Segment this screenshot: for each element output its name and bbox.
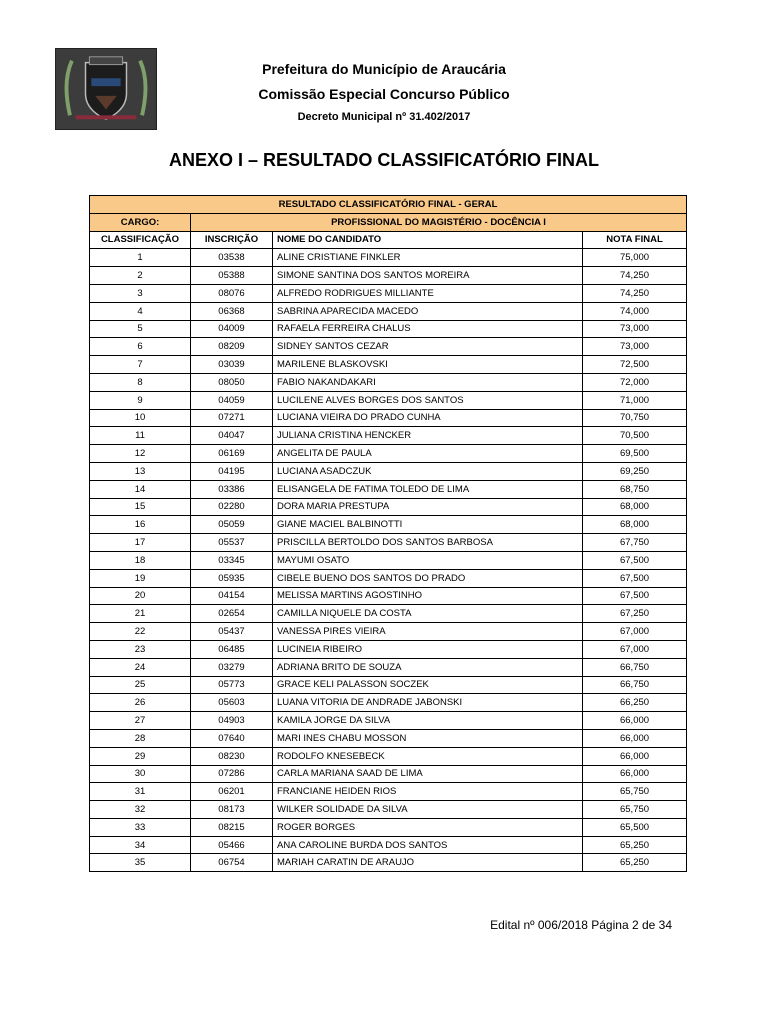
cell-classificacao: 13 xyxy=(90,462,191,480)
cell-nome: ALINE CRISTIANE FINKLER xyxy=(273,249,583,267)
table-row xyxy=(90,284,687,302)
cell-nota: 69,250 xyxy=(583,462,687,480)
cell-nota: 71,000 xyxy=(583,391,687,409)
table-banner-row xyxy=(90,196,687,214)
table-row xyxy=(90,747,687,765)
cell-classificacao: 18 xyxy=(90,551,191,569)
table-row xyxy=(90,445,687,463)
table-row xyxy=(90,534,687,552)
table-row xyxy=(90,356,687,374)
col-header-nome: NOME DO CANDIDATO xyxy=(273,231,583,249)
cell-inscricao: 06169 xyxy=(191,445,273,463)
cell-nome: GRACE KELI PALASSON SOCZEK xyxy=(273,676,583,694)
cell-nota: 73,000 xyxy=(583,320,687,338)
cell-nota: 65,250 xyxy=(583,836,687,854)
cell-inscricao: 05059 xyxy=(191,516,273,534)
cell-nota: 66,000 xyxy=(583,765,687,783)
cell-nota: 66,250 xyxy=(583,694,687,712)
table-row xyxy=(90,480,687,498)
cell-classificacao: 17 xyxy=(90,534,191,552)
cell-nota: 66,750 xyxy=(583,658,687,676)
cell-classificacao: 24 xyxy=(90,658,191,676)
column-header-row xyxy=(90,231,687,249)
cell-nome: LUCILENE ALVES BORGES DOS SANTOS xyxy=(273,391,583,409)
table-row xyxy=(90,320,687,338)
table-row xyxy=(90,694,687,712)
cell-inscricao: 05437 xyxy=(191,623,273,641)
cell-classificacao: 32 xyxy=(90,801,191,819)
cell-nota: 70,500 xyxy=(583,427,687,445)
header-line-2: Comissão Especial Concurso Público xyxy=(258,86,510,102)
cell-nome: RODOLFO KNESEBECK xyxy=(273,747,583,765)
cell-nome: LUCIANA VIEIRA DO PRADO CUNHA xyxy=(273,409,583,427)
cell-classificacao: 2 xyxy=(90,267,191,285)
cell-inscricao: 02654 xyxy=(191,605,273,623)
cell-nota: 72,000 xyxy=(583,373,687,391)
col-header-nota: NOTA FINAL xyxy=(583,231,687,249)
cell-classificacao: 11 xyxy=(90,427,191,445)
cell-classificacao: 29 xyxy=(90,747,191,765)
col-header-classificacao: CLASSIFICAÇÃO xyxy=(90,231,191,249)
cell-nome: WILKER SOLIDADE DA SILVA xyxy=(273,801,583,819)
cell-inscricao: 05935 xyxy=(191,569,273,587)
table-row xyxy=(90,551,687,569)
cell-nota: 66,000 xyxy=(583,729,687,747)
cell-nome: GIANE MACIEL BALBINOTTI xyxy=(273,516,583,534)
cell-classificacao: 10 xyxy=(90,409,191,427)
header-line-1: Prefeitura do Município de Araucária xyxy=(262,61,506,77)
cell-classificacao: 23 xyxy=(90,640,191,658)
cell-classificacao: 35 xyxy=(90,854,191,872)
table-row xyxy=(90,676,687,694)
cell-nome: MAYUMI OSATO xyxy=(273,551,583,569)
cell-inscricao: 06201 xyxy=(191,783,273,801)
cell-nota: 74,250 xyxy=(583,267,687,285)
cell-inscricao: 02280 xyxy=(191,498,273,516)
cell-inscricao: 03538 xyxy=(191,249,273,267)
cell-nota: 67,500 xyxy=(583,551,687,569)
cell-classificacao: 15 xyxy=(90,498,191,516)
cell-nome: LUCINEIA RIBEIRO xyxy=(273,640,583,658)
cell-inscricao: 06754 xyxy=(191,854,273,872)
cell-inscricao: 04009 xyxy=(191,320,273,338)
cell-nome: DORA MARIA PRESTUPA xyxy=(273,498,583,516)
cell-nome: SABRINA APARECIDA MACEDO xyxy=(273,302,583,320)
cell-inscricao: 05388 xyxy=(191,267,273,285)
cell-nome: RAFAELA FERREIRA CHALUS xyxy=(273,320,583,338)
table-row xyxy=(90,249,687,267)
cell-classificacao: 31 xyxy=(90,783,191,801)
table-row xyxy=(90,818,687,836)
cell-nome: JULIANA CRISTINA HENCKER xyxy=(273,427,583,445)
cell-nota: 69,500 xyxy=(583,445,687,463)
table-row xyxy=(90,854,687,872)
cell-nota: 67,500 xyxy=(583,569,687,587)
cell-classificacao: 19 xyxy=(90,569,191,587)
cell-inscricao: 03279 xyxy=(191,658,273,676)
table-row xyxy=(90,267,687,285)
table-row xyxy=(90,765,687,783)
cell-classificacao: 1 xyxy=(90,249,191,267)
cell-nota: 67,500 xyxy=(583,587,687,605)
cell-nome: LUANA VITORIA DE ANDRADE JABONSKI xyxy=(273,694,583,712)
table-row xyxy=(90,587,687,605)
results-table xyxy=(89,195,687,872)
cell-classificacao: 5 xyxy=(90,320,191,338)
cell-nota: 65,250 xyxy=(583,854,687,872)
cell-inscricao: 03345 xyxy=(191,551,273,569)
cell-classificacao: 9 xyxy=(90,391,191,409)
cell-nota: 65,750 xyxy=(583,801,687,819)
cell-inscricao: 08076 xyxy=(191,284,273,302)
cell-nome: LUCIANA ASADCZUK xyxy=(273,462,583,480)
cell-inscricao: 07286 xyxy=(191,765,273,783)
table-row xyxy=(90,409,687,427)
cell-inscricao: 08173 xyxy=(191,801,273,819)
table-row xyxy=(90,427,687,445)
cell-nome: ANA CAROLINE BURDA DOS SANTOS xyxy=(273,836,583,854)
cell-inscricao: 08209 xyxy=(191,338,273,356)
cell-nome: ADRIANA BRITO DE SOUZA xyxy=(273,658,583,676)
cell-inscricao: 06368 xyxy=(191,302,273,320)
table-banner: RESULTADO CLASSIFICATÓRIO FINAL - GERAL xyxy=(90,196,687,214)
cell-inscricao: 07271 xyxy=(191,409,273,427)
cell-classificacao: 20 xyxy=(90,587,191,605)
cell-nota: 66,000 xyxy=(583,712,687,730)
cell-nota: 67,750 xyxy=(583,534,687,552)
table-row xyxy=(90,605,687,623)
cell-nome: KAMILA JORGE DA SILVA xyxy=(273,712,583,730)
table-row xyxy=(90,338,687,356)
cell-classificacao: 22 xyxy=(90,623,191,641)
cell-nota: 68,750 xyxy=(583,480,687,498)
cell-inscricao: 05603 xyxy=(191,694,273,712)
cell-inscricao: 04154 xyxy=(191,587,273,605)
cell-nome: SIDNEY SANTOS CEZAR xyxy=(273,338,583,356)
cell-nome: ROGER BORGES xyxy=(273,818,583,836)
cell-nome: FRANCIANE HEIDEN RIOS xyxy=(273,783,583,801)
table-row xyxy=(90,373,687,391)
table-row xyxy=(90,658,687,676)
cell-nome: SIMONE SANTINA DOS SANTOS MOREIRA xyxy=(273,267,583,285)
cell-nome: MELISSA MARTINS AGOSTINHO xyxy=(273,587,583,605)
cell-nota: 67,250 xyxy=(583,605,687,623)
cell-classificacao: 12 xyxy=(90,445,191,463)
cell-nota: 68,000 xyxy=(583,498,687,516)
cell-nome: CARLA MARIANA SAAD DE LIMA xyxy=(273,765,583,783)
cell-inscricao: 08230 xyxy=(191,747,273,765)
cargo-row xyxy=(90,213,687,231)
cell-nota: 65,750 xyxy=(583,783,687,801)
table-row xyxy=(90,498,687,516)
table-row xyxy=(90,801,687,819)
cell-classificacao: 7 xyxy=(90,356,191,374)
cell-inscricao: 04059 xyxy=(191,391,273,409)
cell-nome: ANGELITA DE PAULA xyxy=(273,445,583,463)
cell-inscricao: 05466 xyxy=(191,836,273,854)
table-row xyxy=(90,729,687,747)
cargo-value: PROFISSIONAL DO MAGISTÉRIO - DOCÊNCIA I xyxy=(191,213,687,231)
cell-nota: 66,000 xyxy=(583,747,687,765)
cell-nome: MARI INES CHABU MOSSON xyxy=(273,729,583,747)
cell-nome: FABIO NAKANDAKARI xyxy=(273,373,583,391)
table-row xyxy=(90,623,687,641)
cell-classificacao: 3 xyxy=(90,284,191,302)
cell-nota: 67,000 xyxy=(583,640,687,658)
cell-inscricao: 08215 xyxy=(191,818,273,836)
table-row xyxy=(90,302,687,320)
cell-inscricao: 06485 xyxy=(191,640,273,658)
cell-nota: 65,500 xyxy=(583,818,687,836)
cell-classificacao: 14 xyxy=(90,480,191,498)
cell-inscricao: 08050 xyxy=(191,373,273,391)
cell-classificacao: 26 xyxy=(90,694,191,712)
cell-nota: 75,000 xyxy=(583,249,687,267)
page-footer: Edital nº 006/2018 Página 2 de 34 xyxy=(490,918,672,932)
cell-nota: 67,000 xyxy=(583,623,687,641)
table-row xyxy=(90,783,687,801)
cell-nota: 74,000 xyxy=(583,302,687,320)
page-title: ANEXO I – RESULTADO CLASSIFICATÓRIO FINAL xyxy=(168,150,599,170)
cell-classificacao: 4 xyxy=(90,302,191,320)
cell-inscricao: 04195 xyxy=(191,462,273,480)
table-row xyxy=(90,516,687,534)
cell-nome: CAMILLA NIQUELE DA COSTA xyxy=(273,605,583,623)
cell-nota: 66,750 xyxy=(583,676,687,694)
cell-nome: MARILENE BLASKOVSKI xyxy=(273,356,583,374)
cell-inscricao: 03039 xyxy=(191,356,273,374)
cell-inscricao: 03386 xyxy=(191,480,273,498)
cell-nota: 73,000 xyxy=(583,338,687,356)
cell-classificacao: 33 xyxy=(90,818,191,836)
cell-classificacao: 28 xyxy=(90,729,191,747)
table-row xyxy=(90,569,687,587)
cell-inscricao: 04903 xyxy=(191,712,273,730)
header-line-3: Decreto Municipal nº 31.402/2017 xyxy=(297,111,471,123)
table-row xyxy=(90,391,687,409)
cell-classificacao: 34 xyxy=(90,836,191,854)
cell-nome: PRISCILLA BERTOLDO DOS SANTOS BARBOSA xyxy=(273,534,583,552)
cell-classificacao: 27 xyxy=(90,712,191,730)
cell-nome: MARIAH CARATIN DE ARAUJO xyxy=(273,854,583,872)
cell-nome: ELISANGELA DE FATIMA TOLEDO DE LIMA xyxy=(273,480,583,498)
cell-nome: CIBELE BUENO DOS SANTOS DO PRADO xyxy=(273,569,583,587)
cell-classificacao: 30 xyxy=(90,765,191,783)
table-row xyxy=(90,836,687,854)
cell-inscricao: 05773 xyxy=(191,676,273,694)
cell-nota: 68,000 xyxy=(583,516,687,534)
cell-nota: 70,750 xyxy=(583,409,687,427)
cell-classificacao: 8 xyxy=(90,373,191,391)
table-row xyxy=(90,640,687,658)
col-header-inscricao: INSCRIÇÃO xyxy=(191,231,273,249)
cargo-label: CARGO: xyxy=(90,213,191,231)
cell-classificacao: 21 xyxy=(90,605,191,623)
table-row xyxy=(90,462,687,480)
cell-inscricao: 07640 xyxy=(191,729,273,747)
cell-classificacao: 6 xyxy=(90,338,191,356)
cell-nota: 74,250 xyxy=(583,284,687,302)
cell-inscricao: 05537 xyxy=(191,534,273,552)
cell-classificacao: 16 xyxy=(90,516,191,534)
cell-inscricao: 04047 xyxy=(191,427,273,445)
cell-nome: VANESSA PIRES VIEIRA xyxy=(273,623,583,641)
cell-nota: 72,500 xyxy=(583,356,687,374)
table-row xyxy=(90,712,687,730)
cell-nome: ALFREDO RODRIGUES MILLIANTE xyxy=(273,284,583,302)
cell-classificacao: 25 xyxy=(90,676,191,694)
